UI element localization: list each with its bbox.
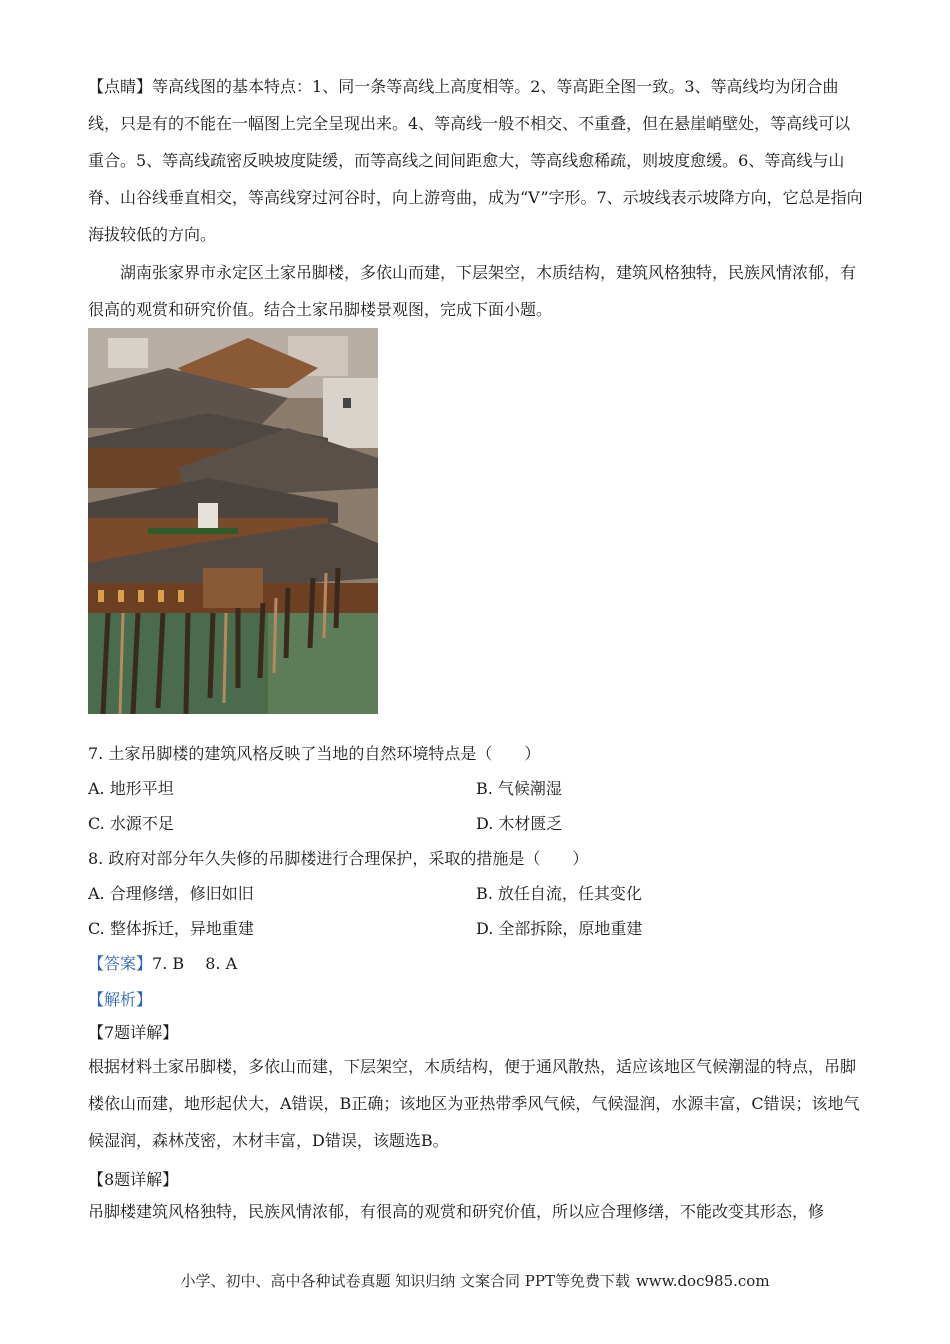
question-7-option-c: C. 水源不足: [88, 814, 174, 833]
question-7-stem: 7. 土家吊脚楼的建筑风格反映了当地的自然环境特点是（ ）: [88, 744, 541, 763]
question-8-option-d: D. 全部拆除，原地重建: [476, 919, 643, 938]
tip-label: 【点睛】: [88, 77, 153, 96]
footer-link[interactable]: www.doc985.com: [635, 1272, 770, 1290]
tip-text: 等高线图的基本特点：1、同一条等高线上高度相等。2、等高距全图一致。3、等高线均为闭合曲线，只是有的不能在一幅图上完全呈现出来。4、等高线一般不相交、不重叠，但在悬崖峭壁处，等高线可以重合。5、等高线疏密反映坡度陡缓，而等高线之间间距愈大，等高线愈稀疏，则坡度愈缓。6、等高线与山脊、山谷线垂直相交，等高线穿过河谷时，向上游弯曲，成为“V”字形。7、示坡线表示坡降方向，它总是指向海拔较低的方向。: [88, 77, 863, 244]
question-8-option-a: A. 合理修缮，修旧如旧: [88, 884, 254, 903]
detail-7-text: 根据材料土家吊脚楼，多依山而建，下层架空，木质结构，便于通风散热，适应该地区气候潮湿的特点，吊脚楼依山而建，地形起伏大，A错误，B正确；该地区为亚热带季风气候，气候湿润，水源丰富，C错误；该地气候湿润，森林茂密，木材丰富，D错误，该题选B。: [88, 1057, 860, 1150]
question-7-option-a: A. 地形平坦: [88, 779, 174, 798]
intro-paragraph: 湖南张家界市永定区土家吊脚楼，多依山而建，下层架空，木质结构，建筑风格独特，民族风情浓郁，有很高的观赏和研究价值。结合土家吊脚楼景观图，完成下面小题。: [88, 263, 857, 319]
stilt-house-photo: [88, 328, 378, 714]
question-8-option-c: C. 整体拆迁，异地重建: [88, 919, 254, 938]
question-7-option-b: B. 气候潮湿: [476, 779, 562, 798]
footer-text: 小学、初中、高中各种试卷真题 知识归纳 文案合同 PPT等免费下载: [180, 1272, 630, 1290]
answer-label: 【答案】: [88, 954, 153, 973]
page-footer: [0, 1270, 950, 1291]
question-8-option-b: B. 放任自流，任其变化: [476, 884, 642, 903]
detail-8-label: 【8题详解】: [88, 1170, 179, 1189]
question-7-option-d: D. 木材匮乏: [476, 814, 563, 833]
tip-paragraph: [88, 68, 863, 253]
detail-8-text: 吊脚楼建筑风格独特，民族风情浓郁，有很高的观赏和研究价值，所以应合理修缮，不能改变其形态，修: [88, 1202, 825, 1221]
analysis-label: 【解析】: [88, 990, 153, 1009]
detail-7-label: 【7题详解】: [88, 1023, 179, 1042]
question-8-stem: 8. 政府对部分年久失修的吊脚楼进行合理保护，采取的措施是（ ）: [88, 849, 589, 868]
answer-line: [88, 951, 237, 974]
answer-text: 7. B 8. A: [152, 954, 238, 973]
